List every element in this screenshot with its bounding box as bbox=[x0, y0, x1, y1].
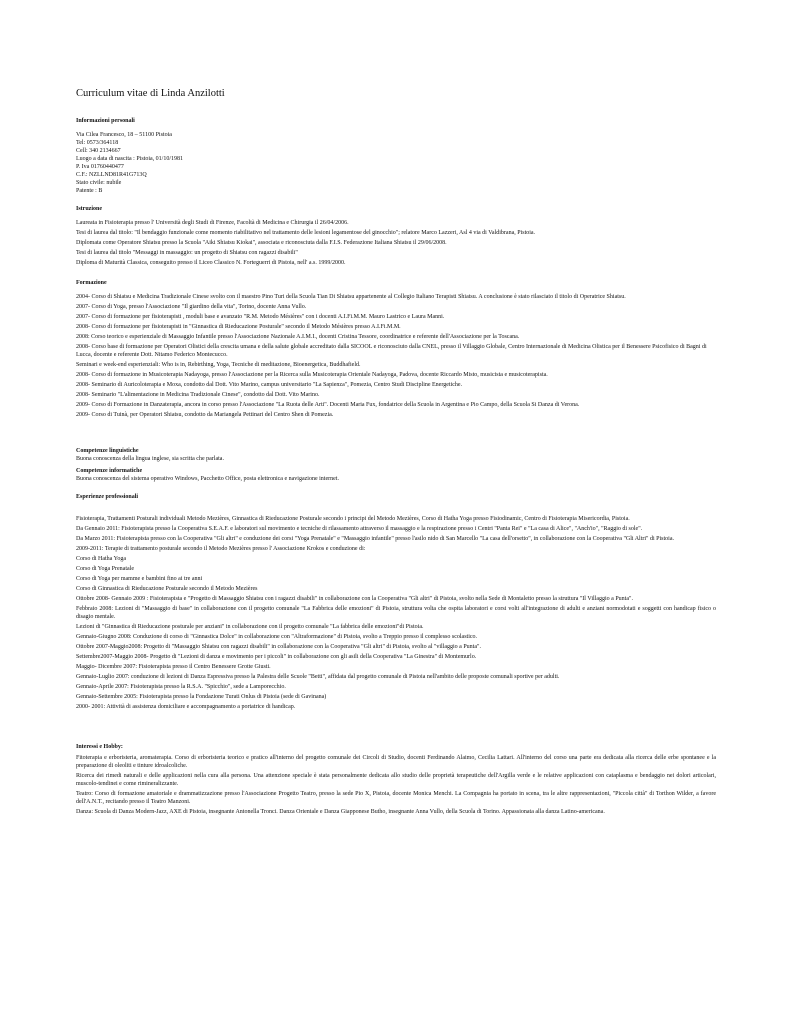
formazione-line: 2008- Corso di formazione per fisioterapisti in "Ginnastica di Rieducazione Posturale" secondo il Metodo Mésières presso A.I.Fi.M.M. bbox=[76, 324, 401, 330]
istruzione-line: Laureata in Fisioterapia presso l' Università degli Studi di Firenze, Facoltà di Medicina e Chirurgia il 26/04/2006. bbox=[76, 220, 349, 226]
esperienze-line: Maggio- Dicembre 2007: Fisioterapista presso il Centro Benessere Grotte Giusti. bbox=[76, 664, 271, 670]
interessi-line: Teatro: Corso di formazione amatoriale e drammatizzazione presso l'Associazione Progetto Teatro, presso la sede Pio X, Pistoia, docente Monica Menchi. La Compagnia ha portato in scena, tra le altre rappresentazioni, "Piccola città" di Torthon Wilder, a favore dell'A.N.T., recitando presso il Teatro Manzoni. bbox=[76, 791, 716, 805]
esperienze-line: Lezioni di "Ginnastica di Rieducazione posturale per anziani" in collaborazione con il progetto comunale "La fabbrica delle emozioni"di Pistoia. bbox=[76, 624, 424, 630]
interessi-line: Fitoterapia e erboristeria, aromaterapia. Corso di erboristeria teorico e pratico all'interno del progetto comunale dei Circoli di Studio, docenti Ferdinando Alaimo, Cecilia Lattari. All'interno del corso una parte era dedicata alla ricerca delle erbe spontanee e la preparazione di oleoliti e tinture idroalcoliche. bbox=[76, 755, 716, 769]
esperienze-line: Gennaio-Settembre 2005: Fisioterapista presso la Fondazione Turati Onlus di Pistoia (sede di Gavinana) bbox=[76, 694, 327, 700]
informatiche-text: Buona conoscenza del sistema operativo Windows, Pacchetto Office, posta elettronica e navigazione internet. bbox=[76, 476, 339, 482]
esperienze-line: Ottobre 2007-Maggio2008: Progetto di "Massaggio Shiatsu con ragazzi disabili" in collaborazione con la Cooperativa "Gli altri" di Pistoia, svolto al "villaggio a Punta". bbox=[76, 644, 481, 650]
esperienze-line: Settembre2007-Maggio 2008- Progetto di "Lezioni di danza e movimento per i piccoli" in collaborazione con gli asili della Cooperativa "La Ginestra" di Montemurlo. bbox=[76, 654, 477, 660]
formazione-line: 2008: Corso teorico e esperienziale di Massaggio Infantile presso l'Associazione Nazionale A.I.M.I., docenti Cristina Tessore, coordinatrice e referente dell'Associazione per la Toscana. bbox=[76, 334, 520, 340]
personal-line: Via Cilea Francesco, 18 – 51100 Pistoia bbox=[76, 132, 172, 138]
interessi-line: Ricerca dei rimedi naturali e delle applicazioni nella cura alla persona. Una attenzione speciale è stata personalmente dedicata allo studio delle proprietà terapeutiche dell'Argilla verde e le relative applicazioni con cataplasma e bendaggio nei dolori articolari, muscolo-tendinei e come rimineralizzante. bbox=[76, 773, 716, 787]
interessi-block bbox=[76, 754, 716, 816]
personal-line: C.F.: NZLLND81R41G713Q bbox=[76, 172, 147, 178]
informatiche-heading: Competenze informatiche bbox=[76, 468, 143, 474]
personal-line: Tel: 0573/364118 bbox=[76, 140, 119, 146]
esperienze-line: 2000- 2001: Attività di assistenza domiciliare e accompagnamento a portatrice di handicap. bbox=[76, 704, 296, 710]
esperienze-line: Da Gennaio 2011: Fisioterapista presso la Cooperativa S.E.A.F. e laboratori sul movimento e tecniche di rilassamento attraverso il massaggio e la respirazione presso i Centri "Panta Rei" e "La casa di Alice", "Anch'io", "Raggio di sole". bbox=[76, 526, 643, 532]
esperienze-line: Gennaio-Giugno 2008: Conduzione di corso di "Ginnastica Dolce" in collaborazione con "Altraformazione" di Pistoia, svolto a Treppio presso il complesso scolastico. bbox=[76, 634, 478, 640]
formazione-line: 2007- Corso di formazione per fisioterapisti , moduli base e avanzato "R.M. Metodo Mésières" con i docenti A.I.Fi.M.M. Mauro Lastrico e Laura Manni. bbox=[76, 314, 445, 320]
formazione-line: 2004- Corso di Shiatsu e Medicina Tradizionale Cinese svolto con il maestro Pino Turi della Scuola Tian Di Shiatsu appartenente al Collegio Italiano Terapisti Shiatsu. A conclusione è stato rilasciato il titolo di Operatrice Shiatsu. bbox=[76, 294, 626, 300]
formazione-line: 2008- Corso di formazione in Musicoterapia Nadayoga, presso l'Associazione per la Ricerca sulla Musicoterapia Orientale Nadayoga, Padova, docente Riccardo Misto, musicista e musicoterapista. bbox=[76, 372, 548, 378]
formazione-line: Seminari e week-end esperienziali: Who is in, Rebirthing, Yoga, Tecniche di meditazione, Bioenergetica, Buddhafield. bbox=[76, 362, 361, 368]
document-title: Curriculum vitae di Linda Anzilotti bbox=[76, 88, 225, 99]
personal-line: Luogo a data di nascita : Pistoia, 01/10/1981 bbox=[76, 156, 183, 162]
esperienze-line: Ottobre 2008- Gennaio 2009 : Fisioterapista e "Progetto di Massaggio Shiatsu con i ragazzi disabili" in collaborazione con la Cooperativa "Gli altri" di Pistoia, svolto nella Sede di Montaletto presso la struttura "Il Villaggio a Punta". bbox=[76, 596, 633, 602]
esperienze-line: Corso di Yoga Prenatale bbox=[76, 566, 134, 572]
formazione-heading: Formazione bbox=[76, 280, 107, 286]
istruzione-heading: Istruzione bbox=[76, 206, 102, 212]
personal-line: Cell: 340 2134667 bbox=[76, 148, 121, 154]
personal-line: P. Iva 01760440477 bbox=[76, 164, 124, 170]
cv-document bbox=[76, 88, 716, 818]
linguistiche-text: Buona conoscenza della lingua inglese, sia scritta che parlata. bbox=[76, 456, 224, 462]
personal-info-block bbox=[76, 131, 716, 195]
esperienze-line: Febbraio 2008: Lezioni di "Massaggio di base" in collaborazione con il progetto comunale "La Fabbrica delle emozioni" di Pistoia, struttura volta che ospita laboratori e corsi volti all'integrazione di adulti e anziani normodotati e soggetti con handicap fisico o disagio mentale. bbox=[76, 606, 716, 620]
formazione-line: 2008- Seminario "L'alimentazione in Medicina Tradizionale Cinese", condotto dal Dott. Vito Marino. bbox=[76, 392, 320, 398]
interessi-heading: Interessi e Hobby: bbox=[76, 744, 123, 750]
formazione-line: 2008- Corso base di formazione per Operatori Olistici della crescita umana e della salute globale accreditato dalla SICOOL e riconosciuto dalla CNEL, presso il Villaggio Globale, Centro Internazionale di Medicina Olistica per il Benessere Psicofisico di Bagni di Lucca, docente e referente Dott. Nitamo Federico Montecucco. bbox=[76, 344, 707, 358]
esperienze-line: Corso di Ginnastica di Rieducazione Posturale secondo il Metodo Mezières bbox=[76, 586, 258, 592]
esperienze-heading: Esperienze professionali bbox=[76, 494, 139, 500]
formazione-line: 2009- Corso di Tuinà, per Operatori Shiatsu, condotto da Mariangela Pettinari del Centro Shen di Pomezia. bbox=[76, 412, 334, 418]
personal-line: Patente : B bbox=[76, 188, 103, 194]
esperienze-line: 2009-2011: Terapie di trattamento posturale secondo il Metodo Mezières presso l' Associazione Krokos e conduzione di: bbox=[76, 546, 366, 552]
istruzione-line: Diploma di Maturità Classica, conseguito presso il Liceo Classico N. Forteguerri di Pistoia, nell' a.s. 1999/2000. bbox=[76, 260, 346, 266]
esperienze-line: Da Marzo 2011: Fisioterapista presso con la Cooperativa "Gli altri" e conduzione dei corsi "Yoga Prenatale" e "Massaggio infantile" presso l'asilo nido di San Marcello "La casa dell'orsetto", in collaborazione con la Cooperativa "Gli Altri" di Pistoia. bbox=[76, 536, 675, 542]
personal-line: Stato civile: nubile bbox=[76, 180, 122, 186]
istruzione-block bbox=[76, 219, 716, 267]
formazione-block bbox=[76, 293, 716, 419]
esperienze-line: Gennaio-Aprile 2007: Fisioterapista presso la R.S.A. "Spicchio", sede a Lamporecchio. bbox=[76, 684, 286, 690]
istruzione-line: Diplomata come Operatore Shiatsu presso la Scuola "Aiki Shiatsu Kiokai", associata e riconosciuta dalla F.I.S. Federazione Italiana Shiatsu il 29/06/2008. bbox=[76, 240, 447, 246]
linguistiche-heading: Competenze linguistiche bbox=[76, 448, 139, 454]
istruzione-line: Tesi di laurea dal titolo "Messaggi in massaggio: un progetto di Shiatsu con ragazzi disabili" bbox=[76, 250, 298, 256]
esperienze-line: Corso di Hatha Yoga bbox=[76, 556, 127, 562]
personal-info-heading: Informazioni personali bbox=[76, 118, 135, 124]
esperienze-line: Gennaio-Luglio 2007: conduzione di lezioni di Danza Espressiva presso la Palestra delle Scuole "Betti", affidata dal progetto comunale di Pistoia nell'ambito delle proposte comunali sportive per adulti. bbox=[76, 674, 560, 680]
interessi-line: Danza: Scuola di Danza Modern-Jazz, AXE di Pistoia, insegnante Antonella Tronci. Danza Orientale e Danza Giapponese Butho, insegnante Anna Vullo, della Scuola di Torino. Appassionata alla danza Latino-americana. bbox=[76, 809, 605, 815]
esperienze-block bbox=[76, 515, 716, 711]
formazione-line: 2009- Corso di Formazione in Danzaterapia, ancora in corso presso l'Associazione "La Ruota delle Arti". Docenti Maria Fux, fondatrice della Scuola in Argentina e Pio Campo, della Scuola Si Danza di Verona. bbox=[76, 402, 580, 408]
esperienze-line: Fisioterapia, Trattamenti Posturali individuali Metodo Mezières, Ginnastica di Rieducazione Posturale secondo i principi del Metodo Mezières, Corso di Hatha Yoga presso Fisiodinamic, Centro di Fisioterapia Misericordia, Pistoia. bbox=[76, 516, 630, 522]
istruzione-line: Tesi di laurea dal titolo: "Il bendaggio funzionale come momento riabilitativo nel trattamento delle lesioni legamentose del ginocchio"; relatore Marco Lazzeri, Asl 4 via di Valdibrana, Pistoia. bbox=[76, 230, 536, 236]
esperienze-line: Corso di Yoga per mamme e bambini fino ai tre anni bbox=[76, 576, 203, 582]
formazione-line: 2008- Seminario di Auricoloterapia e Moxa, condotto dal Dott. Vito Marino, campus universitario "La Sapienza", Pomezia, Centro Studi Discipline Energetiche. bbox=[76, 382, 463, 388]
formazione-line: 2007- Corso di Yoga, presso l'Associazione "Il giardino della vita", Torino, docente Anna Vullo. bbox=[76, 304, 307, 310]
